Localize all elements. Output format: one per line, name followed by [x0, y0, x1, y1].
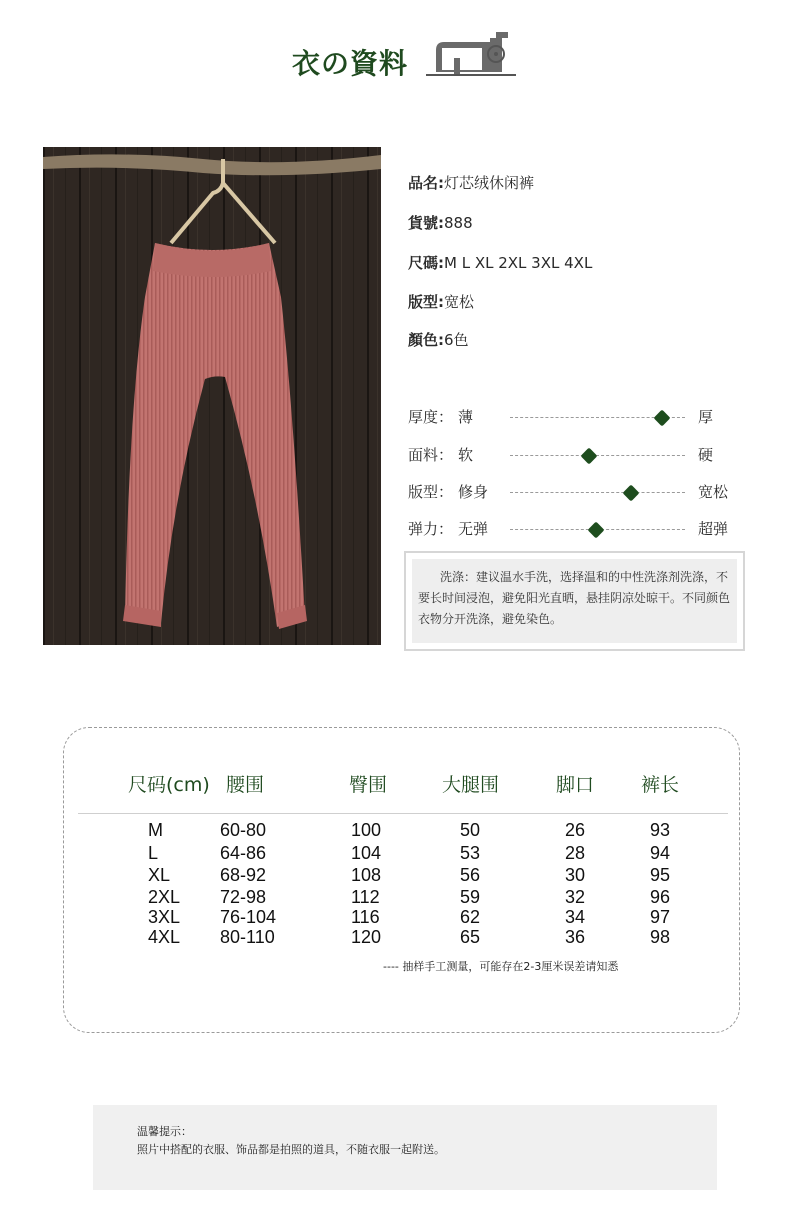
info-color-key: 顏色: [408, 331, 444, 349]
size-cell-length: 97 [650, 907, 671, 927]
slider-fit-min: 修身 [458, 483, 489, 501]
size-cell-waist: 64-86 [220, 843, 267, 863]
slider-thickness-track [510, 417, 685, 418]
slider-fit-label: 版型： [408, 483, 454, 501]
product-photo-image [43, 147, 381, 645]
info-color [408, 329, 469, 350]
size-cell-waist: 72-98 [220, 887, 267, 907]
tip-title: 温馨提示： [137, 1125, 192, 1138]
info-size-key: 尺碼: [408, 254, 444, 272]
size-cell-leg-opening: 30 [565, 865, 586, 885]
info-color-value: 6色 [444, 331, 469, 349]
info-size-value: M L XL 2XL 3XL 4XL [444, 254, 593, 272]
slider-fabric-min: 软 [458, 446, 474, 464]
size-header-leg-opening: 脚口 [556, 774, 595, 796]
size-cell-size: L [148, 843, 159, 863]
size-cell-length: 96 [650, 887, 671, 907]
size-cell-length: 95 [650, 865, 671, 885]
size-note: ---- 抽样手工测量，可能存在2-3厘米误差请知悉 [383, 960, 619, 973]
size-cell-leg-opening: 36 [565, 927, 586, 947]
size-cell-thigh: 56 [460, 865, 481, 885]
slider-fit-knob [622, 485, 639, 502]
size-cell-thigh: 65 [460, 927, 481, 947]
size-cell-leg-opening: 28 [565, 843, 586, 863]
size-cell-size: M [148, 820, 163, 840]
size-cell-thigh: 53 [460, 843, 481, 863]
slider-thickness-label: 厚度： [408, 408, 454, 426]
tip-text: 照片中搭配的衣服、饰品都是拍照的道具，不随衣服一起附送。 [137, 1143, 445, 1156]
size-cell-size: 4XL [148, 927, 181, 947]
size-header-length: 裤长 [641, 774, 680, 796]
size-cell-length: 93 [650, 820, 671, 840]
size-header-size: 尺码(cm) [128, 774, 210, 796]
size-header-hip: 臀围 [349, 774, 388, 796]
page-title: 衣の資料 [292, 47, 409, 80]
slider-thickness-min: 薄 [458, 408, 474, 426]
slider-elasticity-track [510, 529, 685, 530]
info-name-value: 灯芯绒休闲裤 [444, 174, 535, 192]
size-cell-hip: 100 [351, 820, 382, 840]
size-cell-waist: 68-92 [220, 865, 267, 885]
size-cell-waist: 60-80 [220, 820, 267, 840]
slider-thickness [408, 406, 748, 430]
info-fit-key: 版型: [408, 293, 444, 311]
size-cell-hip: 104 [351, 843, 382, 863]
sewing-machine-icon [426, 28, 516, 80]
size-cell-hip: 116 [351, 907, 380, 927]
size-cell-leg-opening: 26 [565, 820, 586, 840]
size-cell-leg-opening: 34 [565, 907, 586, 927]
size-header-waist: 腰围 [226, 774, 265, 796]
size-cell-length: 98 [650, 927, 671, 947]
info-fit-value: 宽松 [444, 293, 475, 311]
tip-box [93, 1105, 717, 1190]
product-photo [43, 147, 381, 645]
slider-elasticity-max: 超弹 [698, 520, 729, 538]
size-cell-size: 2XL [148, 887, 181, 907]
size-cell-size: 3XL [148, 907, 181, 927]
wash-text: 洗涤：建议温水手洗，选择温和的中性洗涤剂洗涤，不要长时间浸泡，避免阳光直晒，悬挂阴凉处晾干。不同颜色衣物分开洗涤，避免染色。 [418, 570, 731, 626]
size-cell-leg-opening: 32 [565, 887, 586, 907]
size-cell-size: XL [148, 865, 171, 885]
size-cell-thigh: 59 [460, 887, 481, 907]
size-header-thigh: 大腿围 [442, 774, 500, 796]
size-cell-thigh: 50 [460, 820, 481, 840]
wash-instructions [404, 551, 745, 651]
slider-fabric-track [510, 455, 685, 456]
size-cell-waist: 76-104 [220, 907, 277, 927]
slider-elasticity-min: 无弹 [458, 520, 489, 538]
page-header [0, 28, 790, 88]
size-cell-thigh: 62 [460, 907, 481, 927]
size-table-divider [78, 813, 728, 814]
slider-thickness-max: 厚 [698, 408, 714, 426]
slider-thickness-knob [654, 410, 671, 427]
slider-fit-track [510, 492, 685, 493]
slider-fabric [408, 444, 748, 468]
slider-fabric-label: 面料： [408, 446, 454, 464]
info-name-key: 品名: [408, 174, 444, 192]
slider-fit [408, 481, 748, 505]
info-code-key: 貨號: [408, 214, 444, 232]
size-cell-hip: 120 [351, 927, 382, 947]
size-cell-hip: 108 [351, 865, 382, 885]
info-fit [408, 291, 474, 312]
size-cell-hip: 112 [351, 887, 380, 907]
info-size [408, 252, 592, 273]
slider-fabric-max: 硬 [698, 446, 714, 464]
info-name [408, 172, 534, 193]
info-code-value: 888 [444, 214, 473, 232]
slider-elasticity-label: 弹力： [408, 520, 454, 538]
slider-elasticity-knob [587, 522, 604, 539]
size-cell-waist: 80-110 [220, 927, 275, 947]
slider-elasticity [408, 518, 748, 542]
size-cell-length: 94 [650, 843, 671, 863]
info-code [408, 212, 473, 233]
slider-fit-max: 宽松 [698, 483, 729, 501]
slider-fabric-knob [580, 448, 597, 465]
